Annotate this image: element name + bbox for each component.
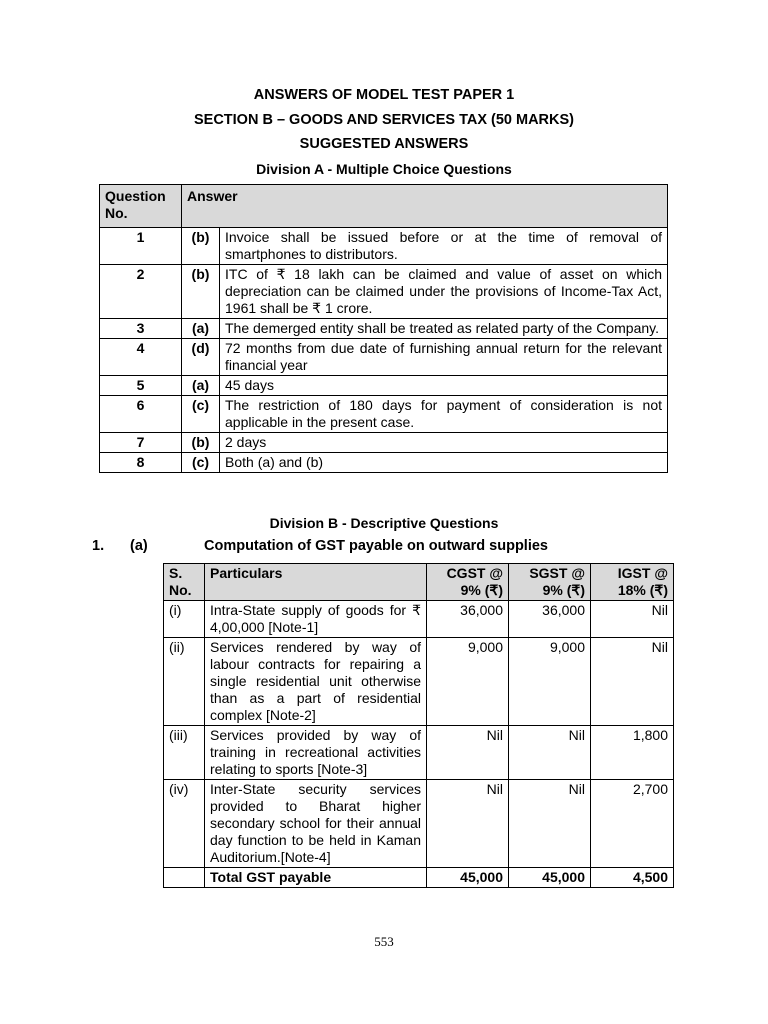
section-heading: SECTION B – GOODS AND SERVICES TAX (50 MARKS) [193,112,574,128]
option-cell: (c) [182,453,220,473]
option-cell: (a) [182,376,220,396]
division-b-heading: Division B - Descriptive Questions [269,515,499,531]
particulars-cell: Inter-State security services provided to Bharat higher secondary school for their annual day function to be held in Kaman Auditorium.[Note-4] [205,780,427,868]
question-part: (a) [130,538,148,554]
igst-cell: 1,800 [591,726,674,780]
sno-cell: (iii) [164,726,205,780]
question-number: 1. [92,538,105,554]
cgst-header: CGST @ 9% (₹) [427,564,509,601]
gst-computation-table [163,563,674,888]
answer-text-cell: ITC of ₹ 18 lakh can be claimed and value of asset on which depreciation can be claimed under the provisions of Income-Tax Act, 1961 shall be ₹ 1 crore. [220,265,668,319]
cgst-cell: 36,000 [427,601,509,638]
answer-text-cell: 72 months from due date of furnishing annual return for the relevant financial year [220,339,668,376]
gst-row [164,726,674,780]
particulars-cell: Services rendered by way of labour contracts for repairing a single residential unit otherwise than as a part of residential complex [Note-2] [205,638,427,726]
total-igst: 4,500 [591,868,674,888]
question-number-cell: 8 [100,453,182,473]
answer-text-cell: Invoice shall be issued before or at the time of removal of smartphones to distributors. [220,228,668,265]
sno-cell: (ii) [164,638,205,726]
mcq-row [100,433,668,453]
cgst-cell: Nil [427,780,509,868]
mcq-answer-header: Answer [182,185,668,228]
mcq-question-header: Question No. [100,185,182,228]
sno-cell: (iv) [164,780,205,868]
answer-text-cell: 45 days [220,376,668,396]
question-number-cell: 5 [100,376,182,396]
sgst-cell: 9,000 [509,638,591,726]
question-number-cell: 4 [100,339,182,376]
option-cell: (b) [182,228,220,265]
igst-cell: Nil [591,601,674,638]
sno-cell: (i) [164,601,205,638]
total-sno [164,868,205,888]
question-number-cell: 2 [100,265,182,319]
option-cell: (b) [182,265,220,319]
gst-row [164,601,674,638]
option-cell: (d) [182,339,220,376]
mcq-row [100,265,668,319]
cgst-cell: Nil [427,726,509,780]
page-number: 553 [374,934,394,949]
mcq-row [100,396,668,433]
mcq-row [100,376,668,396]
total-row [164,868,674,888]
gst-row [164,638,674,726]
mcq-row [100,228,668,265]
total-sgst: 45,000 [509,868,591,888]
mcq-row [100,319,668,339]
sgst-header: SGST @ 9% (₹) [509,564,591,601]
answer-text-cell: 2 days [220,433,668,453]
option-cell: (a) [182,319,220,339]
sno-header: S. No. [164,564,205,601]
particulars-cell: Intra-State supply of goods for ₹ 4,00,000 [Note-1] [205,601,427,638]
option-cell: (b) [182,433,220,453]
question-number-cell: 7 [100,433,182,453]
question-number-cell: 3 [100,319,182,339]
suggested-answers-heading: SUGGESTED ANSWERS [299,136,469,152]
total-label: Total GST payable [205,868,427,888]
mcq-answer-table [99,184,668,473]
question-number-cell: 6 [100,396,182,433]
document-title: ANSWERS OF MODEL TEST PAPER 1 [253,87,515,103]
question-title: Computation of GST payable on outward supplies [204,538,548,554]
mcq-row [100,339,668,376]
option-cell: (c) [182,396,220,433]
mcq-row [100,453,668,473]
sgst-cell: 36,000 [509,601,591,638]
answer-text-cell: Both (a) and (b) [220,453,668,473]
question-number-cell: 1 [100,228,182,265]
sgst-cell: Nil [509,726,591,780]
sgst-cell: Nil [509,780,591,868]
gst-header-row [164,564,674,601]
division-a-heading: Division A - Multiple Choice Questions [256,161,512,177]
gst-row [164,780,674,868]
answer-text-cell: The demerged entity shall be treated as related party of the Company. [220,319,668,339]
answer-text-cell: The restriction of 180 days for payment of consideration is not applicable in the present case. [220,396,668,433]
igst-cell: 2,700 [591,780,674,868]
particulars-header: Particulars [205,564,427,601]
mcq-header-row [100,185,668,228]
igst-header: IGST @ 18% (₹) [591,564,674,601]
total-cgst: 45,000 [427,868,509,888]
particulars-cell: Services provided by way of training in recreational activities relating to sports [Note-3] [205,726,427,780]
igst-cell: Nil [591,638,674,726]
cgst-cell: 9,000 [427,638,509,726]
